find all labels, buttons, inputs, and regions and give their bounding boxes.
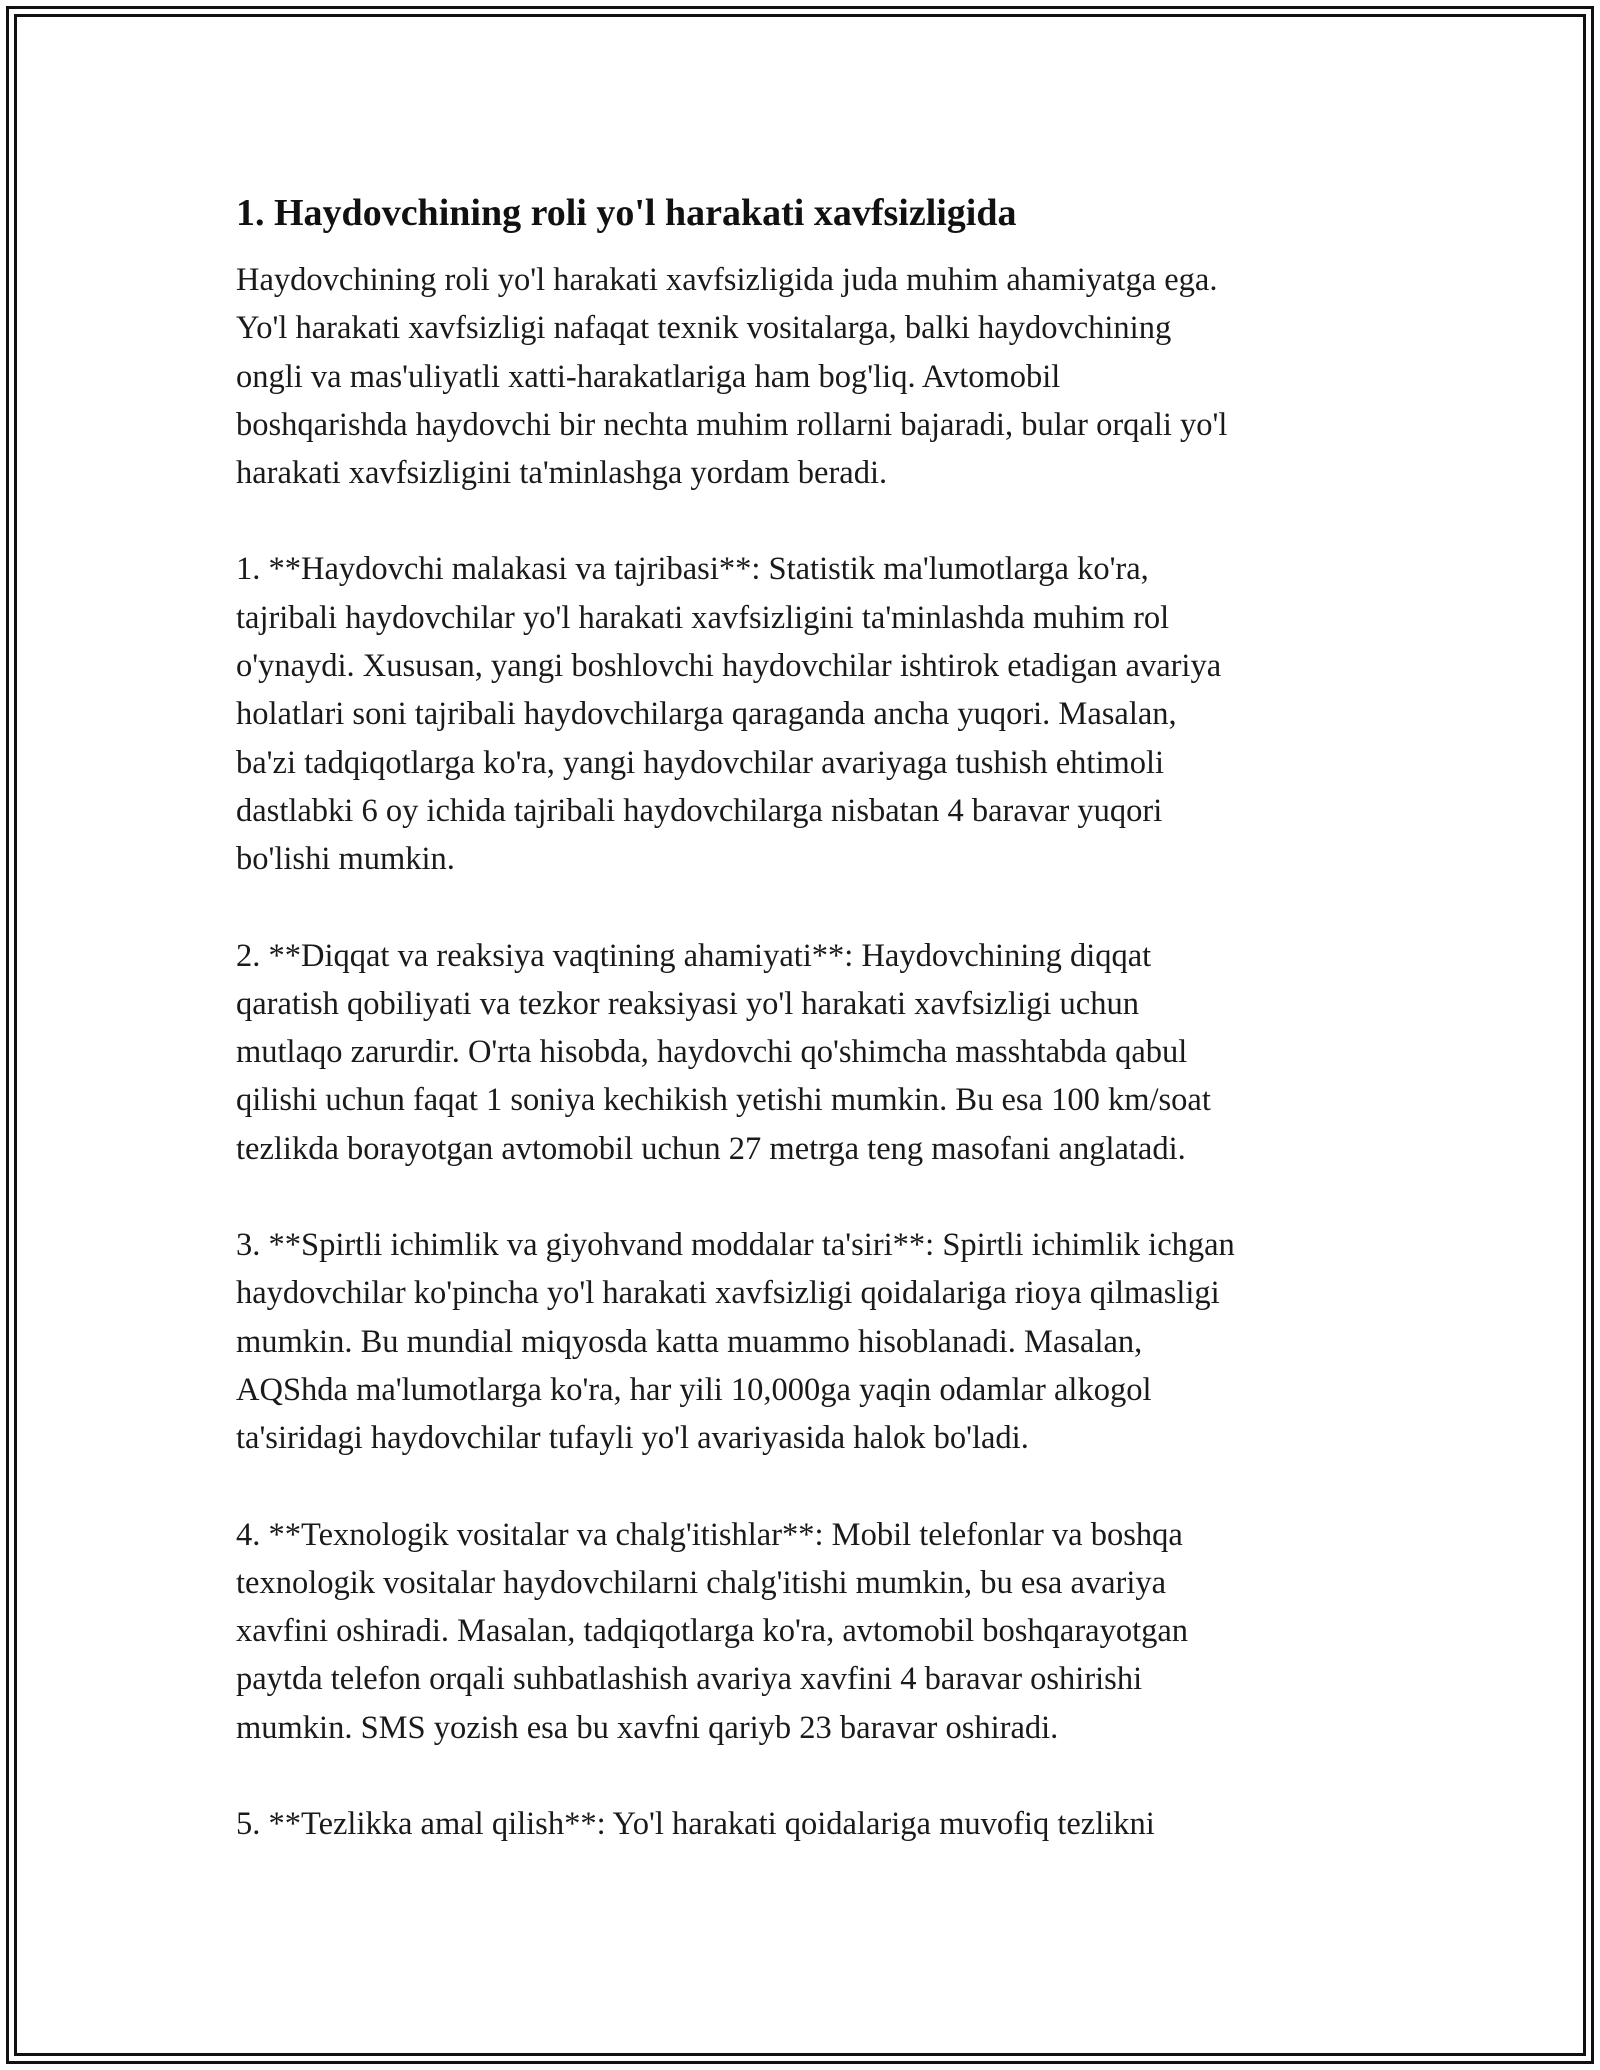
list-item-paragraph-4 — [236, 1511, 1386, 1752]
text-line: texnologik vositalar haydovchilarni chalg'itishi mumkin, bu esa avariya — [236, 1564, 1167, 1601]
text-line: ongli va mas'uliyatli xatti-harakatlariga ham bog'liq. Avtomobil — [236, 358, 1061, 395]
text-line: bo'lishi mumkin. — [236, 841, 455, 878]
text-line: ta'siridagi haydovchilar tufayli yo'l avariyasida halok bo'ladi. — [236, 1420, 1029, 1457]
text-line: mumkin. Bu mundial miqyosda katta muammo hisoblanadi. Masalan, — [236, 1323, 1143, 1360]
section-heading: 1. Haydovchining roli yo'l harakati xavfsizligida — [236, 192, 1017, 234]
text-line: mumkin. SMS yozish esa bu xavfni qariyb 23 baravar oshiradi. — [236, 1709, 1059, 1746]
text-line: boshqarishda haydovchi bir nechta muhim rollarni bajaradi, bular orqali yo'l — [236, 406, 1228, 443]
text-line: o'ynaydi. Xususan, yangi boshlovchi haydovchilar ishtirok etadigan avariya — [236, 648, 1222, 685]
text-line: 5. **Tezlikka amal qilish**: Yo'l harakati qoidalariga muvofiq tezlikni — [236, 1806, 1155, 1843]
text-line: Haydovchining roli yo'l harakati xavfsizligida juda muhim ahamiyatga ega. — [236, 262, 1218, 298]
text-line: 2. **Diqqat va reaksiya vaqtining ahamiyati**: Haydovchining diqqat — [236, 937, 1152, 974]
text-line: qaratish qobiliyati va tezkor reaksiyasi yo'l harakati xavfsizligi uchun — [236, 985, 1139, 1022]
list-item-paragraph-3 — [236, 1221, 1386, 1462]
intro-paragraph — [236, 256, 1386, 497]
text-line: Yo'l harakati xavfsizligi nafaqat texnik vositalarga, balki haydovchining — [236, 310, 1172, 347]
text-line: 4. **Texnologik vositalar va chalg'itishlar**: Mobil telefonlar va boshqa — [236, 1516, 1183, 1553]
text-line: tajribali haydovchilar yo'l harakati xavfsizligini ta'minlashda muhim rol — [236, 599, 1170, 636]
text-line: paytda telefon orqali suhbatlashish avariya xavfini 4 baravar oshirishi — [236, 1661, 1143, 1698]
text-line: 1. **Haydovchi malakasi va tajribasi**: Statistik ma'lumotlarga ko'ra, — [236, 551, 1149, 588]
text-line: haydovchilar ko'pincha yo'l harakati xavfsizligi qoidalariga rioya qilmasligi — [236, 1275, 1220, 1312]
list-item-paragraph-1 — [236, 545, 1386, 883]
text-line: holatlari soni tajribali haydovchilarga qaraganda ancha yuqori. Masalan, — [236, 696, 1177, 733]
text-line: dastlabki 6 oy ichida tajribali haydovchilarga nisbatan 4 baravar yuqori — [236, 792, 1163, 829]
text-line: ba'zi tadqiqotlarga ko'ra, yangi haydovchilar avariyaga tushish ehtimoli — [236, 744, 1165, 781]
document-body — [236, 185, 1386, 1896]
text-line: qilishi uchun faqat 1 soniya kechikish yetishi mumkin. Bu esa 100 km/soat — [236, 1082, 1211, 1119]
text-line: 3. **Spirtli ichimlik va giyohvand moddalar ta'siri**: Spirtli ichimlik ichgan — [236, 1227, 1235, 1264]
text-line: AQShda ma'lumotlarga ko'ra, har yili 10,000ga yaqin odamlar alkogol — [236, 1371, 1152, 1408]
text-line: tezlikda borayotgan avtomobil uchun 27 metrga teng masofani anglatadi. — [236, 1130, 1186, 1167]
text-line: xavfini oshiradi. Masalan, tadqiqotlarga ko'ra, avtomobil boshqarayotgan — [236, 1613, 1189, 1650]
list-item-paragraph-2 — [236, 932, 1386, 1173]
text-line: harakati xavfsizligini ta'minlashga yordam beradi. — [236, 455, 888, 492]
text-line: mutlaqo zarurdir. O'rta hisobda, haydovchi qo'shimcha masshtabda qabul — [236, 1034, 1188, 1071]
list-item-paragraph-5 — [236, 1800, 1386, 1848]
